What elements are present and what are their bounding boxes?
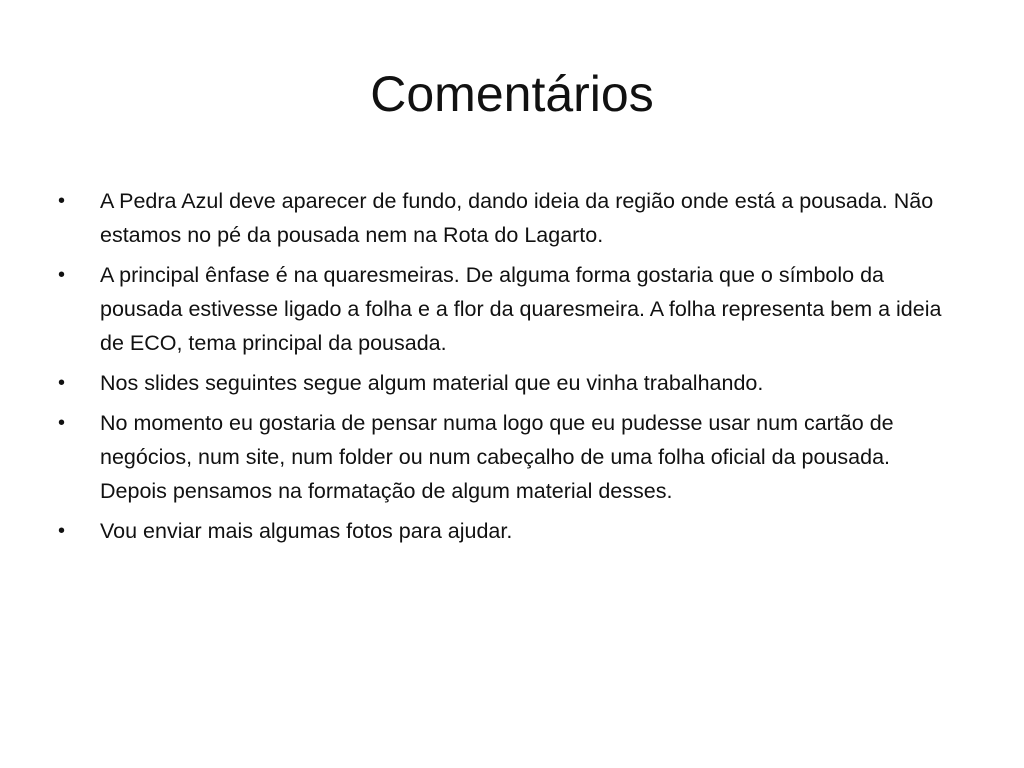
bullet-icon: • <box>58 190 66 212</box>
bullet-text: No momento eu gostaria de pensar numa logo que eu pudesse usar num cartão de negócios, num site, num folder ou num cabeçalho de uma folha oficial da pousada. Depois pensamos na formatação de algum material desses. <box>100 411 894 503</box>
bullet-icon: • <box>58 520 66 542</box>
bullet-item-4 <box>58 406 958 508</box>
bullet-text: A principal ênfase é na quaresmeiras. De alguma forma gostaria que o símbolo da pousada estivesse ligado a folha e a flor da quaresmeira. A folha representa bem a ideia de ECO, tema principal da pousada. <box>100 263 942 355</box>
bullet-item-2 <box>58 258 958 360</box>
slide-title: Comentários <box>370 66 654 122</box>
bullet-item-1 <box>58 184 958 252</box>
bullet-icon: • <box>58 412 66 434</box>
bullet-list <box>58 184 958 554</box>
bullet-item-3 <box>58 366 958 400</box>
bullet-icon: • <box>58 372 66 394</box>
bullet-text: A Pedra Azul deve aparecer de fundo, dando ideia da região onde está a pousada. Não estamos no pé da pousada nem na Rota do Lagarto. <box>100 189 934 247</box>
bullet-text: Nos slides seguintes segue algum material que eu vinha trabalhando. <box>100 371 764 395</box>
bullet-text: Vou enviar mais algumas fotos para ajudar. <box>100 519 513 543</box>
bullet-item-5 <box>58 514 958 548</box>
bullet-icon: • <box>58 264 66 286</box>
